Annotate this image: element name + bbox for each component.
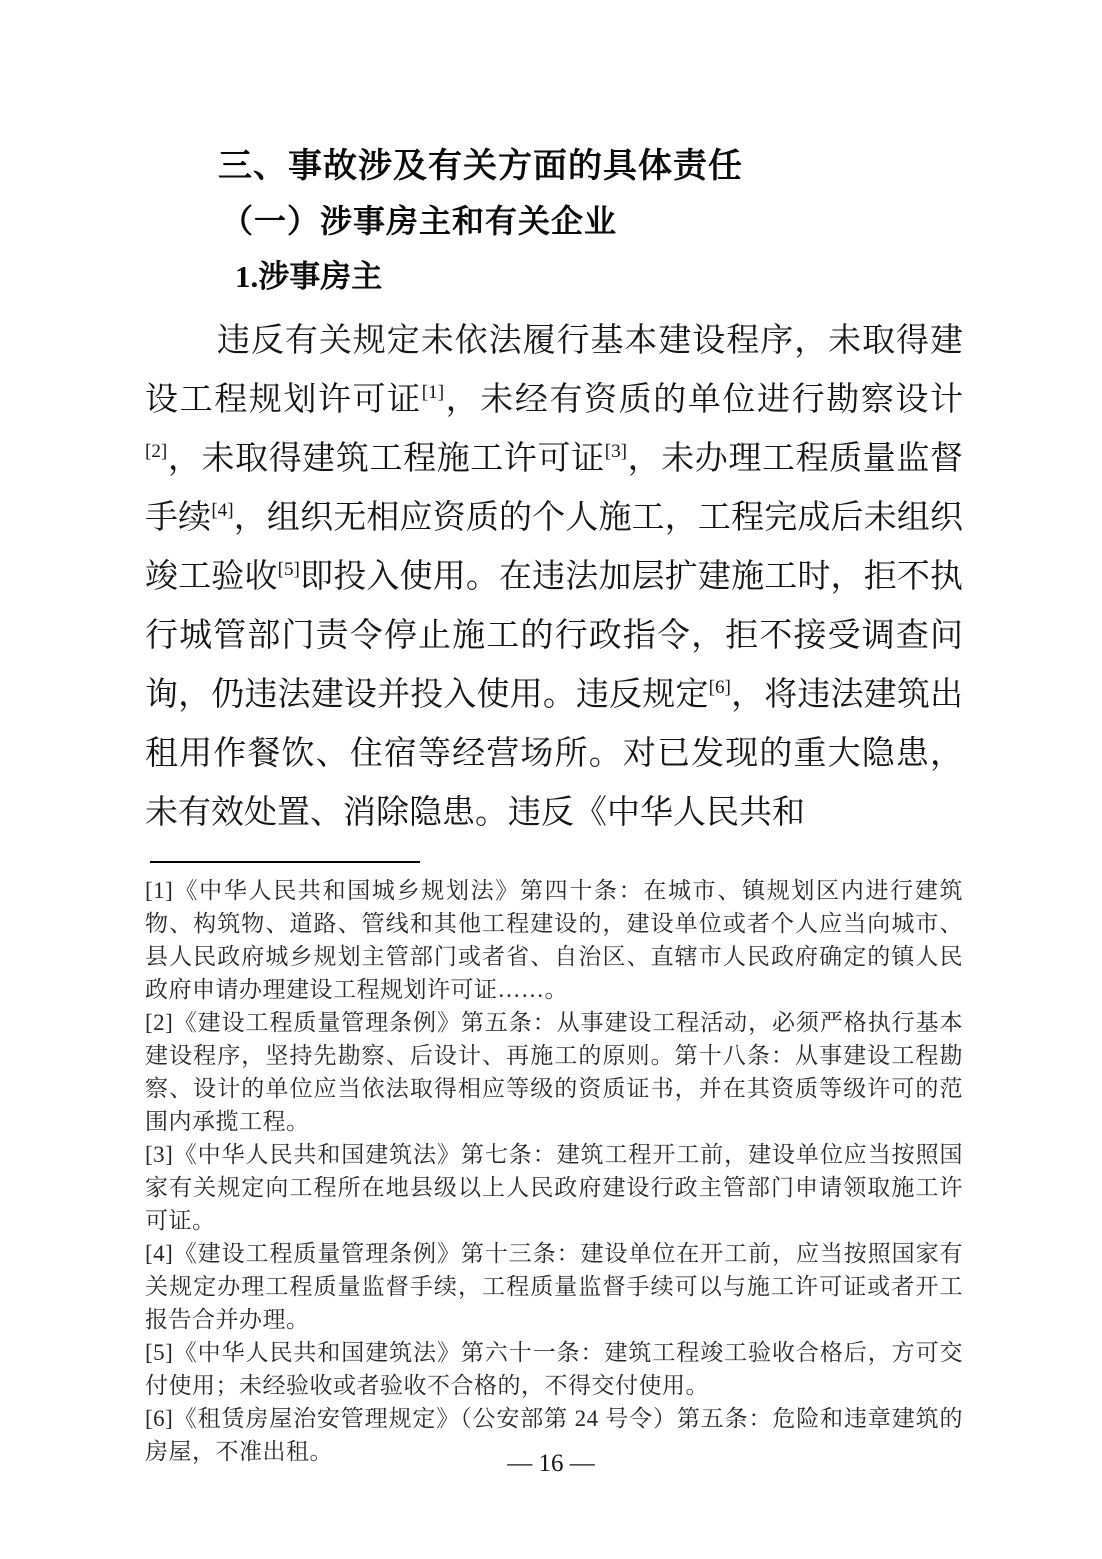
footnote-item	[145, 874, 963, 1006]
footnote-marker: [1]	[145, 878, 174, 903]
footnote-marker: [5]	[145, 1340, 174, 1365]
body-segment: ，未经有资质的单位进行勘察设计	[444, 382, 964, 418]
page-number: — 16 —	[507, 1450, 595, 1477]
footnote-item	[145, 1138, 963, 1237]
footnote-ref-2: [2]	[145, 441, 168, 462]
footnote-separator-line	[150, 861, 420, 863]
body-segment: 即投入使用。在违法加层扩建施工时，拒不执行城管部门责令停止施工的行政指令，拒不接受调查问询，仍违法建设并投入使用。违反规定	[145, 559, 964, 713]
footnote-text: 《建设工程质量管理条例》第十三条：建设单位在开工前，应当按照国家有关规定办理工程质量监督手续，工程质量监督手续可以与施工许可证或者开工报告合并办理。	[145, 1241, 963, 1332]
footnote-ref-5: [5]	[277, 559, 300, 580]
footnote-item	[145, 1237, 963, 1336]
footnote-item	[145, 1006, 963, 1138]
footnote-text: 《建设工程质量管理条例》第五条：从事建设工程活动，必须严格执行基本建设程序，坚持先勘察、后设计、再施工的原则。第十八条：从事建设工程勘察、设计的单位应当依法取得相应等级的资质证书，并在其资质等级许可的范围内承揽工程。	[145, 1010, 963, 1134]
footnote-ref-1: [1]	[421, 382, 445, 403]
body-segment: ，未办理工程质量监督手续	[145, 441, 964, 536]
footnote-text: 《租赁房屋治安管理规定》（公安部第 24 号令）第五条：危险和违章建筑的房屋，不准出租。	[145, 1406, 963, 1464]
heading-item-title: 1.涉事房主	[235, 259, 383, 294]
footnote-text: 《中华人民共和国建筑法》第七条：建筑工程开工前，建设单位应当按照国家有关规定向工程所在地县级以上人民政府建设行政主管部门申请领取施工许可证。	[145, 1142, 963, 1233]
body-segment: ，组织无相应资质的个人施工，工程完成后未组织竣工验收	[145, 500, 964, 595]
footnote-marker: [6]	[145, 1406, 174, 1431]
body-segment: 违反有关规定未依法履行基本建设程序，未取得建设工程规划许可证	[145, 323, 963, 418]
body-segment: ，将违法建筑出租用作餐饮、住宿等经营场所。对已发现的重大隐患，未有效处置、消除隐患。违反《中华人民共和	[145, 677, 964, 831]
footnote-marker: [3]	[145, 1142, 174, 1167]
footnote-ref-3: [3]	[604, 441, 628, 462]
footnote-text: 《中华人民共和国城乡规划法》第四十条：在城市、镇规划区内进行建筑物、构筑物、道路、管线和其他工程建设的，建设单位或者个人应当向城市、县人民政府城乡规划主管部门或者省、自治区、直辖市人民政府确定的镇人民政府申请办理建设工程规划许可证……。	[145, 878, 963, 1002]
footnote-text: 《中华人民共和国建筑法》第六十一条：建筑工程竣工验收合格后，方可交付使用；未经验收或者验收不合格的，不得交付使用。	[145, 1340, 963, 1398]
footnote-marker: [2]	[145, 1010, 174, 1035]
body-text-block	[145, 312, 963, 843]
body-segment: ，未取得建筑工程施工许可证	[167, 441, 605, 477]
footnote-ref-6: [6]	[708, 677, 731, 698]
heading-subsection-title: （一）涉事房主和有关企业	[221, 203, 618, 239]
footnote-marker: [4]	[145, 1241, 174, 1266]
footnote-list	[145, 874, 963, 1468]
heading-section-title: 三、事故涉及有关方面的具体责任	[218, 147, 743, 185]
footnote-item	[145, 1336, 963, 1402]
body-paragraph	[145, 312, 963, 843]
footnote-ref-4: [4]	[211, 500, 234, 521]
